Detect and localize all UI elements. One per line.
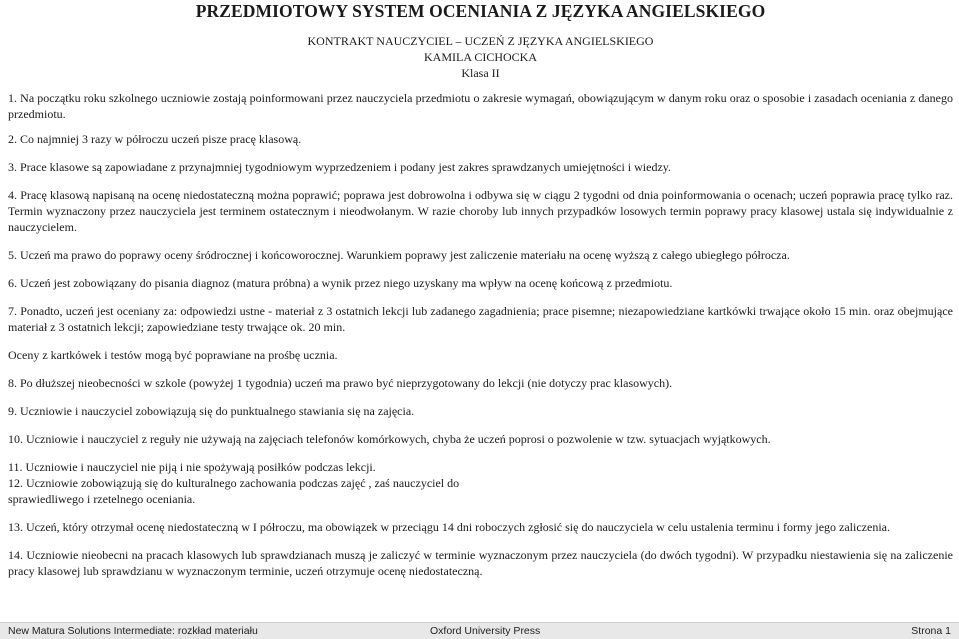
- document-page: [8, 0, 953, 588]
- document-title: PRZEDMIOTOWY SYSTEM OCENIANIA Z JĘZYKA ANGIELSKIEGO: [195, 1, 766, 21]
- rule-1: 1. Na początku roku szkolnego uczniowie zostają poinformowani przez nauczyciela przedmiotu o zakresie wymagań, obowiązującym w danym roku oraz o sposobie i zasadach oceniania z danego przedmiotu.: [8, 91, 953, 121]
- document-meta: [8, 33, 953, 81]
- rule-9: 9. Uczniowie i nauczyciel zobowiązują się do punktualnego stawiania się na zajęcia.: [8, 404, 415, 418]
- teacher-name: KAMILA CICHOCKA: [423, 50, 537, 64]
- rules-list: [8, 90, 953, 579]
- grade-label: Klasa II: [461, 66, 500, 80]
- footer-book-title: New Matura Solutions Intermediate: rozkład materiału: [8, 625, 258, 637]
- rule-12: 12. Uczniowie zobowiązują się do kulturalnego zachowania podczas zajęć , zaś nauczyciel do sprawiedliwego i rzetelnego oceniania.: [8, 476, 460, 506]
- footer-publisher: Oxford University Press: [430, 625, 541, 637]
- rule-3: 3. Prace klasowe są zapowiadane z przynajmniej tygodniowym wyprzedzeniem i podany jest zakres sprawdzanych umiejętności i wiedzy.: [8, 160, 671, 174]
- rule-13: 13. Uczeń, który otrzymał ocenę niedostateczną w I półroczu, ma obowiązek w przeciągu 14 dni roboczych zgłosić się do nauczyciela w celu ustalenia terminu i formy jego zaliczenia.: [8, 520, 890, 534]
- rule-7: 7. Ponadto, uczeń jest oceniany za: odpowiedzi ustne - materiał z 3 ostatnich lekcji lub zadanego zagadnienia; prace pisemne; niezapowiedziane kartkówki trwające około 15 min. oraz obejmujące materiał z 3 ostatnich lekcji; zapowiedziane testy trwające ok. 20 min.: [8, 304, 953, 334]
- rule-4: 4. Pracę klasową napisaną na ocenę niedostateczną można poprawić; poprawa jest dobrowolna i odbywa się w ciągu 2 tygodni od dnia poinformowania o ocenach; uczeń poprawia pracę tylko raz. Termin wyznaczony przez nauczyciela jest terminem ostatecznym i nieodwołanym. W razie choroby lub innych przypadków losowych termin poprawy pracy klasowej ustala się indywidualnie z nauczycielem.: [8, 188, 953, 234]
- rule-7-note: Oceny z kartkówek i testów mogą być poprawiane na prośbę ucznia.: [8, 348, 338, 362]
- page-footer: [0, 622, 959, 639]
- rule-6: 6. Uczeń jest zobowiązany do pisania diagnoz (matura próbna) a wynik przez niego uzyskany ma wpływ na ocenę końcową z przedmiotu.: [8, 276, 673, 290]
- footer-page-number: Strona 1: [911, 625, 951, 637]
- rule-11: 11. Uczniowie i nauczyciel nie piją i nie spożywają posiłków podczas lekcji.: [8, 460, 376, 474]
- rule-10: 10. Uczniowie i nauczyciel z reguły nie używają na zajęciach telefonów komórkowych, chyba że uczeń poprosi o pozwolenie w tzw. sytuacjach wyjątkowych.: [8, 432, 771, 446]
- contract-line: KONTRAKT NAUCZYCIEL – UCZEŃ Z JĘZYKA ANGIELSKIEGO: [307, 34, 654, 48]
- rule-8: 8. Po dłuższej nieobecności w szkole (powyżej 1 tygodnia) uczeń ma prawo być nieprzygotowany do lekcji (nie dotyczy prac klasowych).: [8, 376, 673, 390]
- rule-5: 5. Uczeń ma prawo do poprawy oceny śródrocznej i końcoworocznej. Warunkiem poprawy jest zaliczenie materiału na ocenę wyższą z całego ubiegłego półrocza.: [8, 248, 790, 262]
- rule-2: 2. Co najmniej 3 razy w półroczu uczeń pisze pracę klasową.: [8, 132, 302, 146]
- rule-14: 14. Uczniowie nieobecni na pracach klasowych lub sprawdzianach muszą je zaliczyć w terminie wyznaczonym przez nauczyciela (do dwóch tygodni). W przypadku niestawienia się na zaliczenie pracy klasowej lub sprawdzianu w wyznaczonym terminie, uczeń otrzymuje ocenę niedostateczną.: [8, 548, 953, 578]
